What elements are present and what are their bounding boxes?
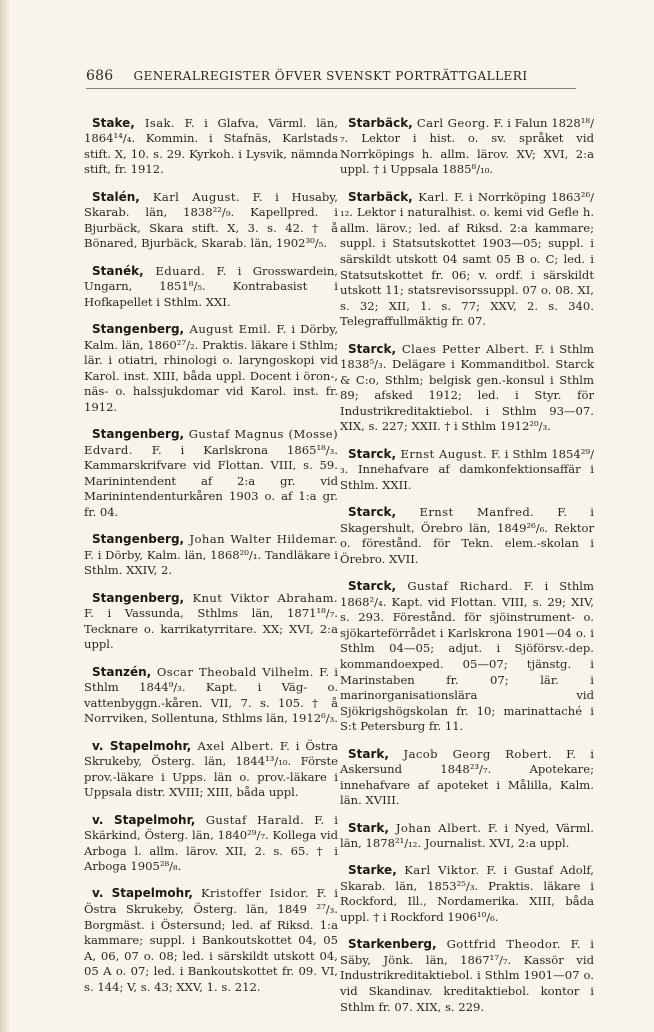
register-entry xyxy=(84,532,338,579)
register-entry xyxy=(340,937,594,1015)
entry-biography: F. i Grosswardein, Ungarn, 1851⁸/₅. Kontrabasist i Hofkapellet i Sthlm. XXI. xyxy=(84,263,338,309)
entry-surname: Stalén, xyxy=(92,189,140,204)
entry-given-names: Johan Walter Hildemar. xyxy=(184,532,338,547)
register-entry xyxy=(340,447,594,494)
page-edge-shadow xyxy=(0,0,10,1032)
entry-surname: v. Stapelmohr, xyxy=(92,738,192,753)
register-entry xyxy=(340,505,594,567)
right-column xyxy=(340,104,594,1019)
entry-given-names: Ernst August. xyxy=(396,446,487,461)
entry-given-names: Isak. xyxy=(134,115,176,130)
page-header xyxy=(86,68,576,88)
entry-biography: F. i Skärkind, Österg. län, 1840²⁹/₇. Kollega vid Arboga l. allm. lärov. XII, 2. s. 65. † i Arboga 1905²⁸/₈. xyxy=(84,812,338,874)
entry-given-names: Karl August. xyxy=(139,189,241,204)
entry-biography: F. i Sthlm 1854²⁹/₃. Innehafvare af damkonfektionsaffär i Sthlm. XXII. xyxy=(340,446,594,492)
entry-given-names: Johan Albert. xyxy=(388,820,482,835)
entry-surname: Stangenberg, xyxy=(92,590,185,605)
entry-surname: Starck, xyxy=(348,446,397,461)
entry-given-names: Axel Albert. xyxy=(191,738,274,753)
entry-surname: Starbäck, xyxy=(348,189,413,204)
entry-given-names: Karl. xyxy=(412,189,449,204)
entry-given-names: Carl Georg. xyxy=(412,115,490,130)
register-entry xyxy=(84,427,338,521)
entry-surname: Stangenberg, xyxy=(92,532,185,547)
entry-surname: Stake, xyxy=(92,115,135,130)
register-entry xyxy=(84,813,338,875)
left-column xyxy=(84,104,338,1000)
entry-surname: Stanzén, xyxy=(92,664,152,679)
register-entry xyxy=(84,264,338,311)
entry-biography: F. i Skagershult, Örebro län, 1849²⁶/₆. Rektor o. förestånd. för Tekn. elem.-skolan i Örebro. XVII. xyxy=(340,505,594,566)
register-entry xyxy=(340,190,594,330)
entry-given-names: Oscar Theobald Vilhelm. xyxy=(151,664,314,679)
entry-given-names: Gottfrid Theodor. xyxy=(436,937,561,952)
entry-surname: Starck, xyxy=(348,505,397,520)
running-title: GENERALREGISTER ÖFVER SVENSKT PORTRÄTTGALLERI xyxy=(133,69,528,83)
entry-given-names: Jacob Georg Robert. xyxy=(388,746,552,761)
entry-given-names: Knut Viktor Abraham. xyxy=(184,590,338,605)
entry-given-names: Gustaf Richard. xyxy=(396,579,513,593)
entry-given-names: August Emil. xyxy=(184,321,272,336)
entry-surname: Starkenberg, xyxy=(348,937,437,952)
register-entry xyxy=(340,116,594,178)
entry-surname: Starck, xyxy=(348,341,397,356)
entry-surname: v. Stapelmohr, xyxy=(92,886,193,901)
entry-surname: v. Stapelmohr, xyxy=(92,812,196,827)
entry-biography: F. i Vassunda, Sthlms län, 1871¹⁸/₇. Tecknare o. karrikatyrritare. XX; XVI, 2:a uppl. xyxy=(84,606,338,652)
entry-biography: F. i Nyed, Värml. län, 1878²¹/₁₂. Journalist. XVI, 2:a uppl. xyxy=(340,820,594,851)
entry-biography: F. i Dörby, Kalm. län, 1868²⁰/₁. Tandläkare i Sthlm. XXIV, 2. xyxy=(84,547,338,578)
entry-biography: F. i Sthlm 1868²/₄. Kapt. vid Flottan. VIII, s. 29; XIV, s. 293. Förestånd. för sjöinstrument- o. sjökarteförrådet i Karlskrona 1901—04 o. i Sthlm 04—05; adjut. i Sjöförsv.-dep. kommandoexped. 05—07; tjänstg. i Marinstaben fr. 07; lär. i marinorganisationslära vid Sjökrigshögskolan fr. 10; marinattaché i S:t Petersburg fr. 11. xyxy=(340,579,594,734)
register-entry xyxy=(84,886,338,995)
entry-surname: Starbäck, xyxy=(348,115,413,130)
entry-surname: Stangenberg, xyxy=(92,427,185,442)
entry-surname: Stanék, xyxy=(92,263,144,278)
entry-given-names: Kristoffer Isidor. xyxy=(192,886,309,901)
register-entry xyxy=(84,322,338,416)
entry-biography: F. i Askersund 1848²³/₇. Apotekare; innehafvare af apoteket i Målilla, Kalm. län. XVIII. xyxy=(340,746,594,808)
page-number: 686 xyxy=(86,68,114,84)
entry-biography: F. i Norrköping 1863²⁶/₁₂. Lektor i naturalhist. o. kemi vid Gefle h. allm. lärov.; led. af Riksd. 2:a kammare; suppl. i Statsutskottet 1903—05; suppl. i särskildt utskott 04 samt 05 B o. C; led. i Statsutskottet fr. 06; v. ordf. i särskildt utskott 11; statsrevisorssuppl. 07 o. 08. XI, s. 32; XII, 1. s. 77; XXV, 2. s. 340. Telegraffullmäktig fr. 07. xyxy=(340,189,594,329)
register-entry xyxy=(84,591,338,653)
entry-given-names: Karl Viktor. xyxy=(396,863,480,878)
register-entry xyxy=(84,116,338,178)
entry-biography: F. i Glafva, Värml. län, 1864¹⁴/₄. Kommin. i Stafnäs, Karlstads stift. X, 10. s. 29. Kyrkoh. i Lysvik, nämnda stift, fr. 1912. xyxy=(84,115,338,177)
entry-biography: F. i Säby, Jönk. län, 1867¹⁷/₇. Kassör vid Industrikreditaktiebol. i Sthlm 1901—07 o. vid Skandinav. kreditaktiebol. kontor i Sthlm fr. 07. XIX, s. 229. xyxy=(340,937,594,1014)
entry-surname: Stark, xyxy=(348,746,389,761)
entry-surname: Stangenberg, xyxy=(92,321,185,336)
entry-biography: F. i Sthlm 1838⁵/₃. Delägare i Kommanditbol. Starck & C:o, Sthlm; belgisk gen.-konsul i Sthlm 89; afsked 1912; led. i Styr. för Industrikreditaktiebol. i Sthlm 93—07. XIX, s. 227; XXII. † i Sthlm 1912²⁰/₃. xyxy=(340,341,594,434)
entry-given-names: Gustaf Harald. xyxy=(195,812,305,827)
entry-biography: F. i Östra Skrukeby, Österg. län, 1849 ²⁷/₃. Borgmäst. i Östersund; led. af Riksd. 1:a kammare; suppl. i Bankoutskottet 04, 05 A, 06, 07 o. 08; led. i särskildt utskott 04, 05 A o. 07; led. i Bankoutskottet fr. 09. VI, s. 144; V, s. 43; XXV, 1. s. 212. xyxy=(84,886,338,995)
entry-given-names: Claes Petter Albert. xyxy=(396,341,530,356)
entry-biography: F. i Dörby, Kalm. län, 1860²⁷/₂. Praktis. läkare i Sthlm; lär. i otiatri, rhinologi o. laryngoskopi vid Karol. inst. XIII, båda uppl. Docent i öron-, näs- o. halssjukdomar vid Karol. inst. fr. 1912. xyxy=(84,321,339,414)
entry-surname: Starck, xyxy=(348,579,397,593)
register-entry xyxy=(340,342,594,436)
entry-given-names: Eduard. xyxy=(143,263,206,278)
register-entry xyxy=(340,747,594,809)
register-entry xyxy=(84,739,338,801)
entry-biography: F. i Sthlm 1844⁹/₃. Kapt. i Väg- o. vattenbyggn.-kåren. VII, 7. s. 105. † å Norrviken, Sollentuna, Sthlms län, 1912⁶/₃. xyxy=(84,664,338,726)
entry-biography: F. i Gustaf Adolf, Skarab. län, 1853²⁵/₃. Praktis. läkare i Rockford, Ill., Nordamerika. XIII, båda uppl. † i Rockford 1906¹⁰/₆. xyxy=(340,863,594,925)
entry-surname: Stark, xyxy=(348,820,389,835)
entry-biography: F. i Karlskrona 1865¹⁸/₃. Kammarskrifvare vid Flottan. VIII, s. 59. Marinintendent af 2:a gr. vid Marinintendenturkåren 1903 o. af 1:a gr. fr. 04. xyxy=(84,442,338,520)
register-entry xyxy=(84,665,338,727)
header-rule xyxy=(86,88,576,89)
entry-given-names: Gustaf Magnus (Mosse) Edvard. xyxy=(84,427,338,457)
register-entry xyxy=(340,821,594,852)
register-entry xyxy=(340,579,594,735)
entry-biography: F. i Falun 1828¹⁸/₇. Lektor i hist. o. sv. språket vid Norrköpings h. allm. lärov. XV; XVI, 2:a uppl. † i Uppsala 1885⁸/₁₀. xyxy=(340,115,594,177)
entry-biography: F. i Husaby, Skarab. län, 1838²²/₉. Kapellpred. i Bjurbäck, Skara stift. X, 3. s. 42. † å Bönared, Bjurbäck, Skarab. län, 1902³⁰/₅. xyxy=(84,189,338,251)
register-entry xyxy=(340,863,594,925)
entry-surname: Starke, xyxy=(348,863,397,878)
register-entry xyxy=(84,190,338,252)
entry-given-names: Ernst Manfred. xyxy=(396,505,535,520)
entry-biography: F. i Östra Skrukeby, Österg. län, 1844¹³/₁₀. Förste prov.-läkare i Upps. län o. prov.-läkare i Uppsala distr. XVIII; XIII, båda uppl. xyxy=(84,738,338,800)
